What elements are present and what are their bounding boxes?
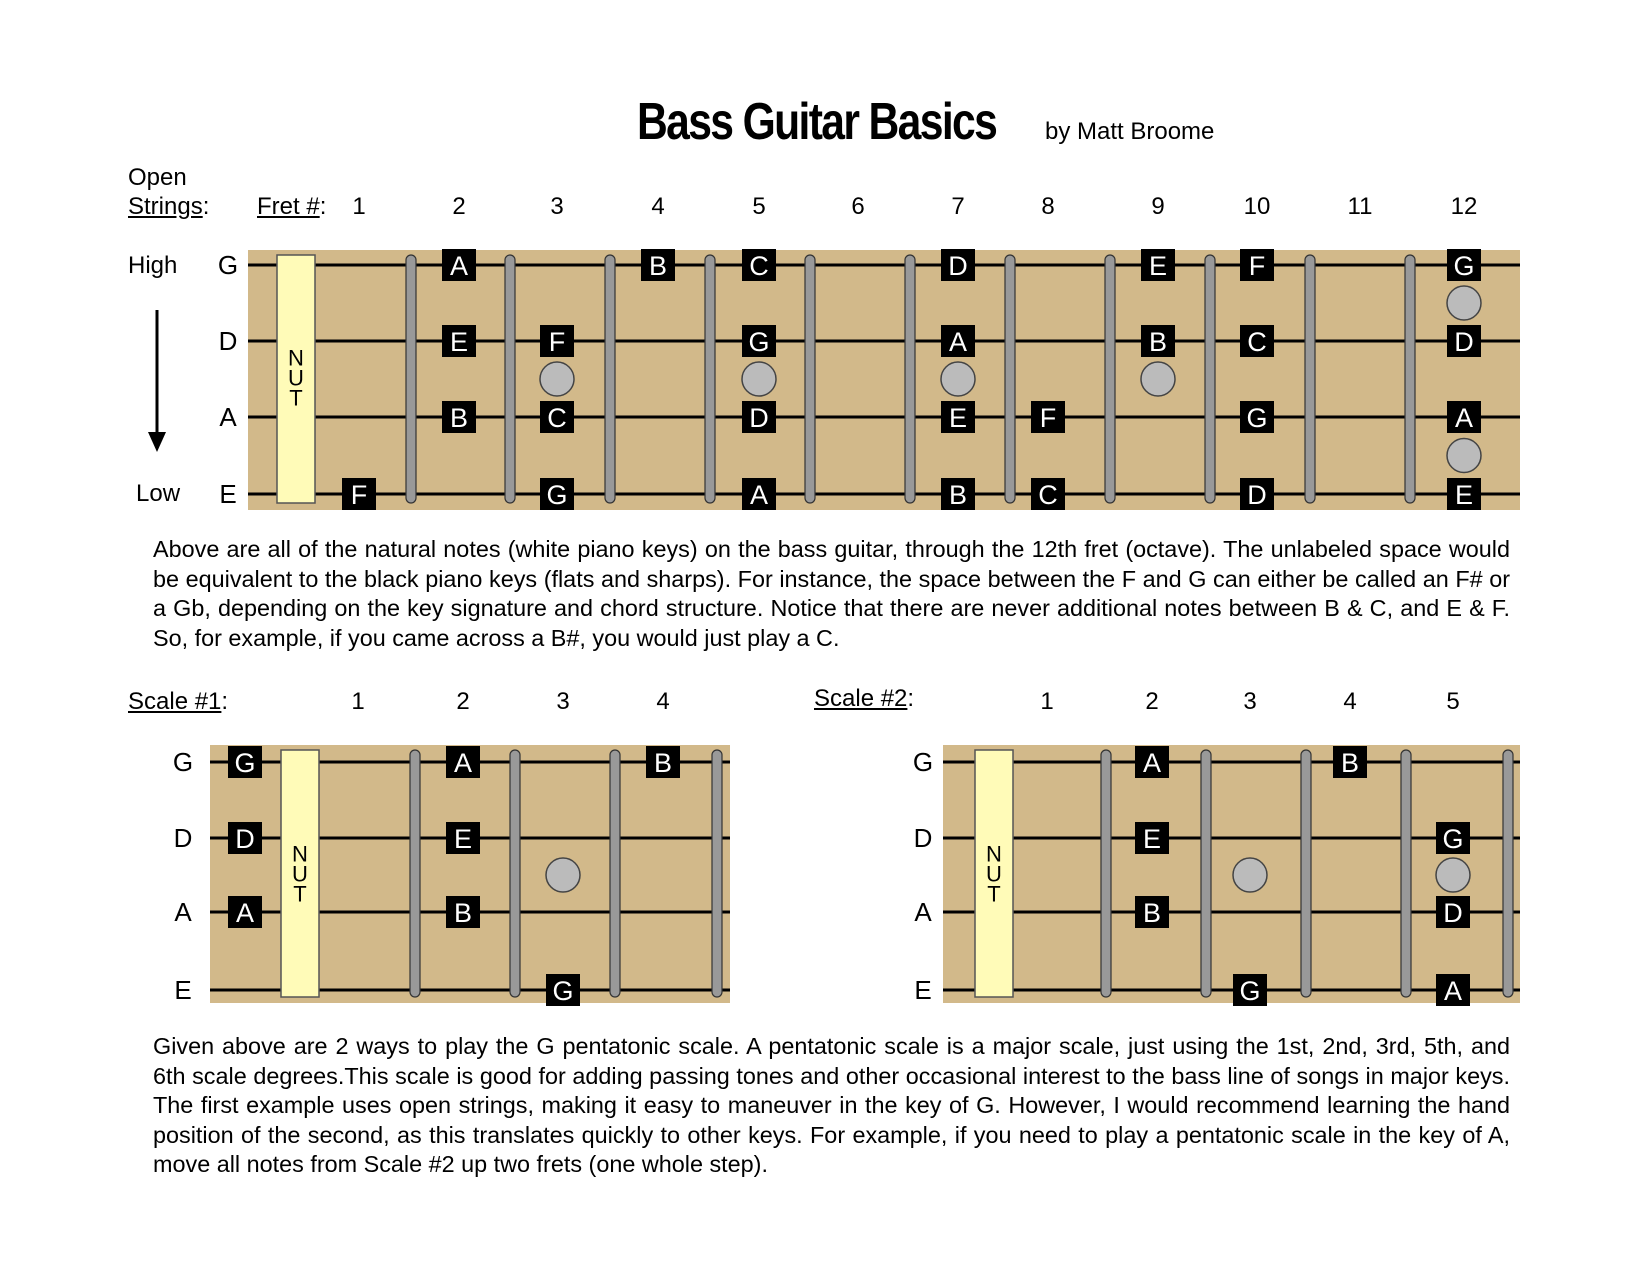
- note-letter: E: [1148, 251, 1168, 281]
- fret-wire: [1401, 750, 1411, 997]
- note-letter: A: [449, 251, 469, 281]
- note-d-fret10: [1240, 325, 1274, 357]
- scale2-label: Scale #2:: [814, 685, 915, 712]
- note-letter: A: [1454, 403, 1474, 433]
- paragraph-pentatonic: Given above are 2 ways to play the G pentatonic scale. A pentatonic scale is a major scale, just using the 1st, 2nd, 3rd, 5th, and 6th scale degrees.This scale is good for adding passing tones and other occasional interest to the bass line of songs in major keys. The first example uses open strings, making it easy to maneuver in the key of G. However, I would recommend learning the hand position of the second, as this translates quickly to other keys. For example, if you need to play a pentatonic scale in the key of A, move all notes from Scale #2 up two frets (one whole step).: [153, 1033, 1510, 1177]
- note-d-fret2: [446, 822, 480, 854]
- inlay-dot: [1436, 858, 1470, 892]
- strings-label: Strings:: [128, 193, 210, 220]
- note-letter: G: [1239, 976, 1261, 1006]
- note-d-fret12: [1447, 325, 1481, 357]
- nut-letter: T: [293, 881, 307, 907]
- note-g-fret9: [1141, 249, 1175, 281]
- fret-wire: [406, 255, 416, 503]
- note-letter: G: [234, 748, 256, 778]
- fret-wire: [705, 255, 715, 503]
- note-e-fret12: [1447, 478, 1481, 510]
- note-a-fret2: [442, 401, 476, 433]
- fret-number-2: 2: [452, 193, 466, 220]
- high-label: High: [128, 252, 178, 279]
- note-letter: G: [1442, 824, 1464, 854]
- string-label-d: D: [173, 823, 193, 853]
- fret-number-4: 4: [1343, 688, 1357, 715]
- paragraph-natural-notes: Above are all of the natural notes (white piano keys) on the bass guitar, through the 12th fret (octave). The unlabeled space would be equivalent to the black piano keys (flats and sharps). For instance, the space between the F and G can either be called an F# or a Gb, depending on the key signature and chord structure. Notice that there are never additional notes between B & C, and E & F. So, for example, if you came across a B#, you would just play a C.: [153, 536, 1510, 651]
- inlay-dot: [1447, 286, 1481, 320]
- note-letter: A: [235, 898, 255, 928]
- note-letter: B: [1148, 327, 1168, 357]
- note-letter: A: [453, 748, 473, 778]
- nut-letter: T: [987, 881, 1001, 907]
- nut-letter: N: [292, 841, 308, 867]
- note-letter: D: [948, 251, 968, 281]
- note-letter: C: [1247, 327, 1267, 357]
- note-letter: A: [948, 327, 968, 357]
- string-label-g: G: [217, 250, 239, 280]
- note-a-fret3: [540, 401, 574, 433]
- open-note-g: [228, 746, 262, 778]
- note-letter: A: [1443, 976, 1463, 1006]
- fret-wire: [1305, 255, 1315, 503]
- note-a-fret2: [1135, 896, 1169, 928]
- note-a-fret12: [1447, 401, 1481, 433]
- fret-number-9: 9: [1151, 193, 1165, 220]
- main-fretboard: [218, 249, 1520, 510]
- down-arrow-icon: [148, 310, 166, 452]
- fret-number-10: 10: [1243, 193, 1271, 220]
- note-g-fret2: [1135, 746, 1169, 778]
- fret-number-1: 1: [352, 193, 366, 220]
- scale2-fretboard: [913, 745, 1520, 1006]
- note-letter: A: [1142, 748, 1162, 778]
- string-label-e: E: [914, 975, 932, 1005]
- fret-number-12: 12: [1450, 193, 1478, 220]
- fret-wire: [610, 750, 620, 997]
- string-label-a: A: [174, 897, 192, 927]
- low-label: Low: [136, 480, 181, 507]
- note-letter: B: [653, 748, 673, 778]
- note-letter: G: [748, 327, 770, 357]
- fret-number-6: 6: [851, 193, 865, 220]
- note-e-fret3: [540, 478, 574, 510]
- fret-number-4: 4: [651, 193, 665, 220]
- inlay-dot: [546, 858, 580, 892]
- note-letter: C: [1038, 480, 1058, 510]
- note-g-fret10: [1240, 249, 1274, 281]
- note-letter: B: [449, 403, 469, 433]
- fret-number-8: 8: [1041, 193, 1055, 220]
- fret-wire: [1301, 750, 1311, 997]
- note-letter: B: [648, 251, 668, 281]
- author-byline: by Matt Broome: [1045, 118, 1215, 145]
- nut-letter: U: [292, 861, 308, 887]
- nut-letter: N: [288, 345, 304, 371]
- main-fretboard-wood: [248, 250, 1520, 510]
- note-e-fret3: [1233, 974, 1267, 1006]
- nut-letter: U: [288, 365, 304, 391]
- note-e-fret5: [742, 478, 776, 510]
- note-letter: A: [749, 480, 769, 510]
- note-a-fret5: [1436, 896, 1470, 928]
- note-g-fret4: [646, 746, 680, 778]
- note-g-fret2: [442, 249, 476, 281]
- note-d-fret2: [1135, 822, 1169, 854]
- note-d-fret5: [1436, 822, 1470, 854]
- note-letter: E: [453, 824, 473, 854]
- string-label-a: A: [914, 897, 932, 927]
- note-letter: E: [1454, 480, 1474, 510]
- scale1-label: Scale #1:: [128, 688, 229, 715]
- fret-wire: [605, 255, 615, 503]
- inlay-dot: [1233, 858, 1267, 892]
- fret-number-5: 5: [1446, 688, 1460, 715]
- note-d-fret3: [540, 325, 574, 357]
- note-a-fret8: [1031, 401, 1065, 433]
- nut-letter: N: [986, 841, 1002, 867]
- note-e-fret8: [1031, 478, 1065, 510]
- fret-number-3: 3: [556, 688, 570, 715]
- note-a-fret2: [446, 896, 480, 928]
- inlay-dot: [742, 362, 776, 396]
- inlay-dot: [1141, 362, 1175, 396]
- fret-wire: [1405, 255, 1415, 503]
- note-a-fret7: [941, 401, 975, 433]
- note-e-fret1: [342, 478, 376, 510]
- scale2-fretboard-wood: [943, 745, 1520, 1003]
- fret-wire: [1101, 750, 1111, 997]
- note-letter: E: [449, 327, 469, 357]
- open-note-a: [228, 896, 262, 928]
- inlay-dot: [941, 362, 975, 396]
- fret-number-4: 4: [656, 688, 670, 715]
- inlay-dot: [1447, 439, 1481, 473]
- fret-number-label: Fret #:: [257, 193, 327, 220]
- note-e-fret3: [546, 974, 580, 1006]
- fret-number-3: 3: [1243, 688, 1257, 715]
- note-letter: D: [1247, 480, 1267, 510]
- open-note-d: [228, 822, 262, 854]
- fret-number-3: 3: [550, 193, 564, 220]
- fret-number-1: 1: [351, 688, 365, 715]
- note-g-fret5: [742, 249, 776, 281]
- note-letter: F: [548, 327, 566, 357]
- fret-number-7: 7: [951, 193, 965, 220]
- note-letter: F: [1248, 251, 1266, 281]
- fret-wire: [1105, 255, 1115, 503]
- note-e-fret5: [1436, 974, 1470, 1006]
- note-e-fret7: [941, 478, 975, 510]
- note-letter: C: [749, 251, 769, 281]
- note-letter: C: [547, 403, 567, 433]
- note-letter: B: [1142, 898, 1162, 928]
- note-letter: B: [1340, 748, 1360, 778]
- note-letter: E: [1142, 824, 1162, 854]
- inlay-dot: [540, 362, 574, 396]
- fret-wire: [1201, 750, 1211, 997]
- scale1-fretboard: [173, 745, 730, 1006]
- note-letter: G: [552, 976, 574, 1006]
- string-label-e: E: [174, 975, 192, 1005]
- note-letter: D: [1454, 327, 1474, 357]
- string-label-a: A: [219, 402, 237, 432]
- fret-number-11: 11: [1347, 193, 1373, 220]
- note-d-fret7: [941, 325, 975, 357]
- fret-wire: [1503, 750, 1513, 997]
- nut-letter: U: [986, 861, 1002, 887]
- note-g-fret4: [641, 249, 675, 281]
- string-label-g: G: [172, 747, 194, 777]
- note-letter: D: [235, 824, 255, 854]
- fret-number-2: 2: [1145, 688, 1159, 715]
- open-label: Open: [128, 164, 187, 191]
- note-d-fret5: [742, 325, 776, 357]
- note-letter: B: [453, 898, 473, 928]
- note-letter: E: [948, 403, 968, 433]
- note-a-fret10: [1240, 401, 1274, 433]
- note-a-fret5: [742, 401, 776, 433]
- fret-wire: [712, 750, 722, 997]
- note-letter: F: [1039, 403, 1057, 433]
- note-letter: D: [1443, 898, 1463, 928]
- fret-wire: [1005, 255, 1015, 503]
- note-letter: G: [1246, 403, 1268, 433]
- page-title: Bass Guitar Basics: [637, 93, 997, 151]
- nut-letter: T: [289, 385, 303, 411]
- note-d-fret9: [1141, 325, 1175, 357]
- fret-wire: [905, 255, 915, 503]
- note-letter: G: [546, 480, 568, 510]
- note-d-fret2: [442, 325, 476, 357]
- fret-wire: [1205, 255, 1215, 503]
- string-label-d: D: [913, 823, 933, 853]
- note-e-fret10: [1240, 478, 1274, 510]
- string-label-e: E: [219, 479, 237, 509]
- note-letter: D: [749, 403, 769, 433]
- note-g-fret2: [446, 746, 480, 778]
- note-g-fret4: [1333, 746, 1367, 778]
- fret-wire: [410, 750, 420, 997]
- string-label-g: G: [912, 747, 934, 777]
- fret-wire: [805, 255, 815, 503]
- fret-number-1: 1: [1040, 688, 1054, 715]
- fret-wire: [510, 750, 520, 997]
- fret-number-2: 2: [456, 688, 470, 715]
- string-label-d: D: [218, 326, 238, 356]
- note-letter: G: [1453, 251, 1475, 281]
- fret-wire: [505, 255, 515, 503]
- note-letter: F: [350, 480, 368, 510]
- fret-number-5: 5: [752, 193, 766, 220]
- note-g-fret12: [1447, 249, 1481, 281]
- note-letter: B: [948, 480, 968, 510]
- note-g-fret7: [941, 249, 975, 281]
